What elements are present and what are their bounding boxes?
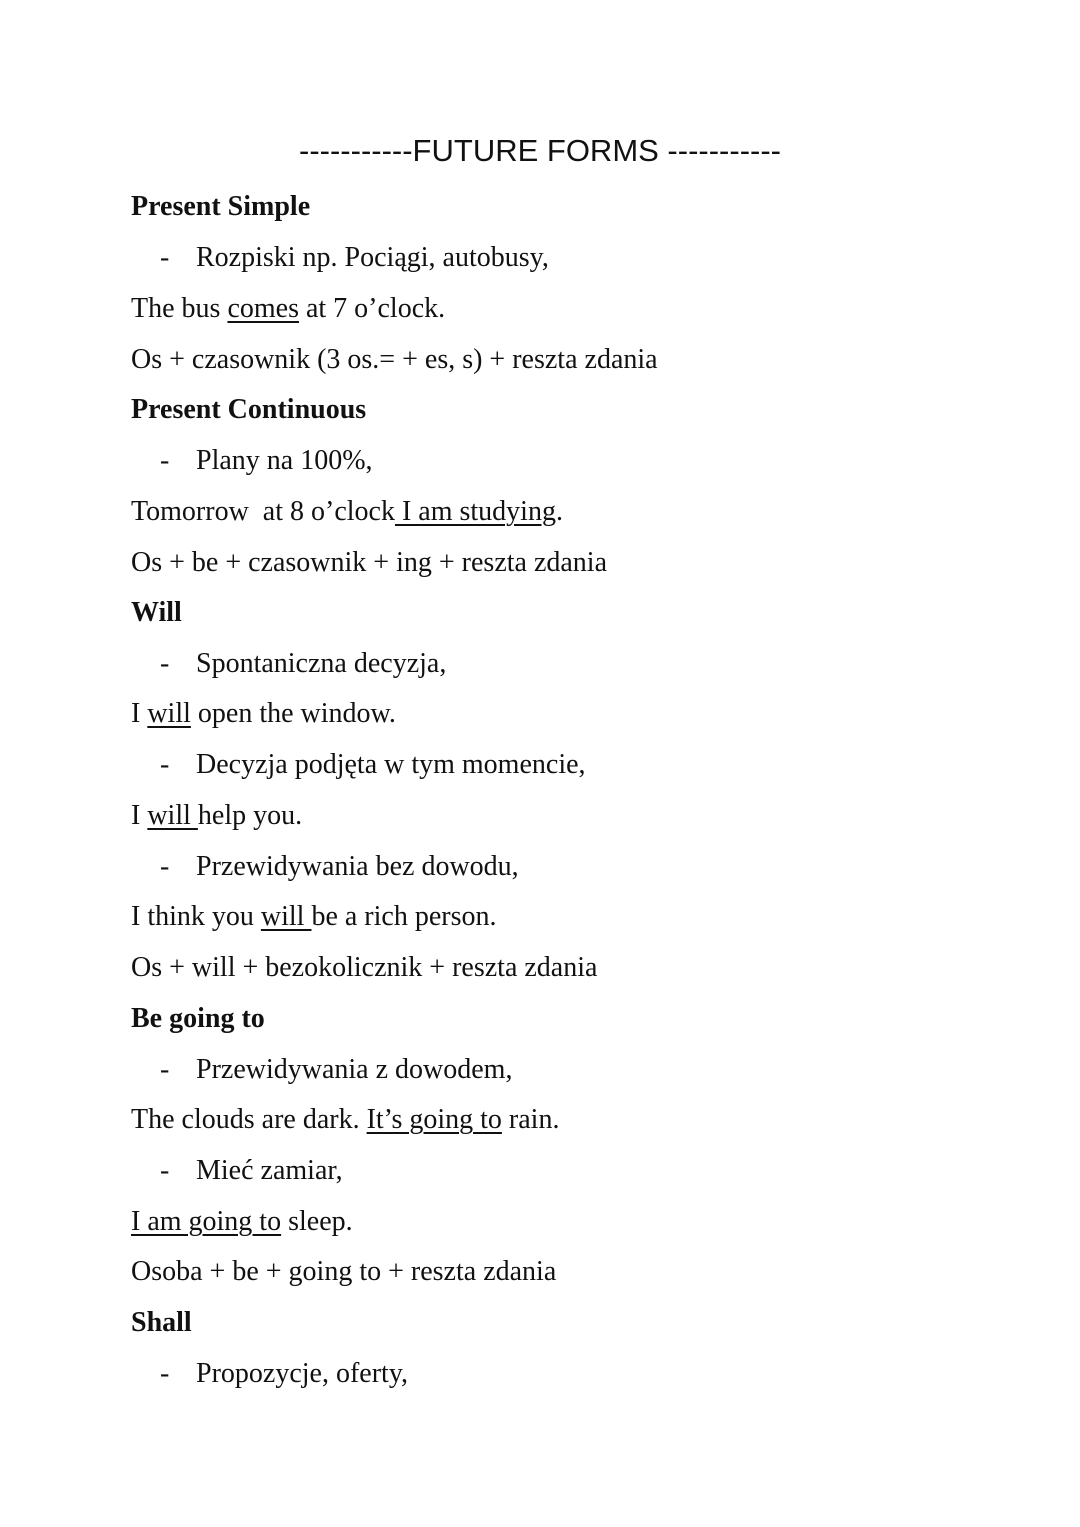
formula-line: Osoba + be + going to + reszta zdania	[131, 1256, 557, 1287]
example-text: The clouds are dark.	[131, 1104, 367, 1135]
bullet-item	[160, 443, 373, 479]
page-title: -----------FUTURE FORMS -----------	[299, 133, 781, 168]
example-sentence	[131, 494, 563, 530]
example-text: .	[555, 496, 563, 527]
bullet-dash: -	[160, 1054, 170, 1085]
bullet-dash: -	[160, 445, 170, 476]
bullet-item	[160, 1356, 408, 1392]
underlined-verb: will	[147, 698, 191, 729]
heading-will: Will	[131, 597, 182, 628]
bullet-text: Rozpiski np. Pociągi, autobusy,	[196, 242, 549, 273]
underlined-verb: comes	[227, 293, 299, 324]
bullet-text: Plany na 100%,	[196, 445, 373, 476]
underlined-verb: I am studying	[394, 496, 556, 527]
example-text: I think you	[131, 901, 261, 932]
underlined-verb: will	[260, 901, 312, 932]
bullet-text: Przewidywania bez dowodu,	[196, 851, 519, 882]
example-sentence	[131, 899, 497, 935]
formula-line: Os + be + czasownik + ing + reszta zdania	[131, 547, 608, 578]
example-text: sleep.	[281, 1206, 353, 1237]
example-text: rain.	[501, 1104, 560, 1135]
bullet-text: Decyzja podjęta w tym momencie,	[196, 749, 586, 780]
bullet-text: Mieć zamiar,	[196, 1155, 343, 1186]
heading-shall: Shall	[131, 1307, 192, 1338]
bullet-dash: -	[160, 1358, 170, 1389]
bullet-item	[160, 1052, 512, 1088]
formula-line: Os + czasownik (3 os.= + es, s) + reszta zdania	[131, 344, 658, 375]
example-text: at 7 o’clock.	[298, 293, 446, 324]
bullet-item	[160, 1153, 343, 1189]
underlined-verb: will	[147, 800, 198, 831]
example-sentence	[131, 1102, 559, 1138]
example-text: be a rich person.	[311, 901, 497, 932]
bullet-dash: -	[160, 648, 170, 679]
bullet-item	[160, 849, 519, 885]
example-text: help you.	[197, 800, 303, 831]
example-text: open the window.	[190, 698, 396, 729]
bullet-text: Spontaniczna decyzja,	[196, 648, 447, 679]
heading-present-simple: Present Simple	[131, 191, 311, 222]
example-sentence	[131, 1204, 353, 1240]
bullet-item	[160, 240, 549, 276]
formula-line: Os + will + bezokolicznik + reszta zdania	[131, 952, 598, 983]
heading-present-continuous: Present Continuous	[131, 394, 367, 425]
example-sentence	[131, 291, 445, 327]
bullet-text: Propozycje, oferty,	[196, 1358, 408, 1389]
example-text: The bus	[131, 293, 228, 324]
bullet-dash: -	[160, 749, 170, 780]
underlined-verb: It’s going to	[366, 1104, 502, 1135]
bullet-dash: -	[160, 851, 170, 882]
example-text: I	[131, 800, 148, 831]
bullet-text: Przewidywania z dowodem,	[196, 1054, 513, 1085]
bullet-item	[160, 646, 446, 682]
example-sentence	[131, 696, 396, 732]
example-text: Tomorrow at 8 o’clock	[131, 496, 395, 527]
example-sentence	[131, 798, 302, 834]
bullet-dash: -	[160, 1155, 170, 1186]
bullet-item	[160, 747, 586, 783]
underlined-verb: I am going to	[131, 1206, 282, 1237]
heading-be-going-to: Be going to	[131, 1003, 265, 1034]
example-text: I	[131, 698, 148, 729]
bullet-dash: -	[160, 242, 170, 273]
